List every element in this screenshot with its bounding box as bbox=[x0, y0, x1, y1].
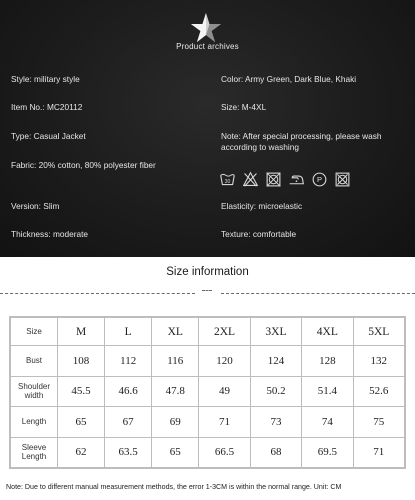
table-row bbox=[11, 407, 405, 438]
svg-text:P: P bbox=[316, 174, 323, 184]
table-cell: 45.5 bbox=[58, 376, 105, 407]
table-cell: 71 bbox=[199, 407, 250, 438]
table-row bbox=[11, 346, 405, 377]
table-cell: 132 bbox=[353, 346, 404, 377]
no-dry-clean-icon bbox=[334, 171, 351, 188]
spec-texture: Texture: comfortable bbox=[221, 229, 297, 239]
table-cell: 74 bbox=[302, 407, 353, 438]
spec-version: Version: Slim bbox=[11, 201, 60, 211]
wash-30-icon bbox=[219, 171, 236, 188]
spec-size: Size: M-4XL bbox=[221, 102, 267, 112]
spec-item-no: Item No.: MC20112 bbox=[11, 102, 83, 112]
table-row bbox=[11, 376, 405, 407]
star-icon bbox=[190, 13, 222, 43]
table-cell: 47.8 bbox=[152, 376, 199, 407]
dry-clean-icon bbox=[311, 171, 328, 188]
table-cell: 73 bbox=[250, 407, 301, 438]
table-cell: 50.2 bbox=[250, 376, 301, 407]
table-cell: 46.6 bbox=[105, 376, 152, 407]
spec-style: Style: military style bbox=[11, 74, 80, 84]
table-cell: 69 bbox=[152, 407, 199, 438]
no-bleach-icon bbox=[242, 171, 259, 188]
table-cell: 112 bbox=[105, 346, 152, 377]
row-label: Shoulder width bbox=[11, 376, 58, 407]
spec-elasticity: Elasticity: microelastic bbox=[221, 201, 303, 211]
table-cell: 66.5 bbox=[199, 437, 250, 468]
row-label: Bust bbox=[11, 346, 58, 377]
divider-left bbox=[0, 293, 195, 294]
table-cell: 65 bbox=[58, 407, 105, 438]
low-iron-icon bbox=[288, 171, 305, 188]
header-size: 2XL bbox=[199, 318, 250, 346]
divider-center bbox=[202, 290, 212, 297]
spec-note: Note: After special processing, please wash according to washing bbox=[221, 131, 382, 152]
table-header-row bbox=[11, 318, 405, 346]
table-cell: 63.5 bbox=[105, 437, 152, 468]
header-size: M bbox=[58, 318, 105, 346]
divider-right bbox=[221, 293, 415, 294]
svg-text:30: 30 bbox=[224, 178, 231, 185]
header-size: XL bbox=[152, 318, 199, 346]
table-cell: 69.5 bbox=[302, 437, 353, 468]
header-size: 5XL bbox=[353, 318, 404, 346]
spec-thickness: Thickness: moderate bbox=[11, 229, 89, 239]
table-cell: 71 bbox=[353, 437, 404, 468]
table-cell: 128 bbox=[302, 346, 353, 377]
table-cell: 68 bbox=[250, 437, 301, 468]
archives-title: Product archives bbox=[176, 42, 239, 51]
table-cell: 62 bbox=[58, 437, 105, 468]
header-size: 4XL bbox=[302, 318, 353, 346]
table-cell: 124 bbox=[250, 346, 301, 377]
table-cell: 49 bbox=[199, 376, 250, 407]
spec-type: Type: Casual Jacket bbox=[11, 131, 86, 141]
spec-color: Color: Army Green, Dark Blue, Khaki bbox=[221, 74, 357, 84]
table-cell: 52.6 bbox=[353, 376, 404, 407]
no-tumble-dry-icon bbox=[265, 171, 282, 188]
table-row bbox=[11, 437, 405, 468]
table-cell: 65 bbox=[152, 437, 199, 468]
size-info-title: Size information bbox=[166, 266, 249, 278]
table-cell: 120 bbox=[199, 346, 250, 377]
row-label: Length bbox=[11, 407, 58, 438]
header-label: Size bbox=[11, 318, 58, 346]
table-cell: 67 bbox=[105, 407, 152, 438]
table-cell: 75 bbox=[353, 407, 404, 438]
spec-fabric: Fabric: 20% cotton, 80% polyester fiber bbox=[11, 160, 156, 170]
measurement-note: Note: Due to different manual measurement methods, the error 1-3CM is within the normal range. Unit: CM bbox=[6, 483, 342, 491]
table-cell: 108 bbox=[58, 346, 105, 377]
row-label: Sleeve Length bbox=[11, 437, 58, 468]
table-cell: 116 bbox=[152, 346, 199, 377]
size-table bbox=[10, 317, 405, 468]
header-size: 3XL bbox=[250, 318, 301, 346]
header-size: L bbox=[105, 318, 152, 346]
table-cell: 51.4 bbox=[302, 376, 353, 407]
care-icons bbox=[219, 170, 351, 188]
